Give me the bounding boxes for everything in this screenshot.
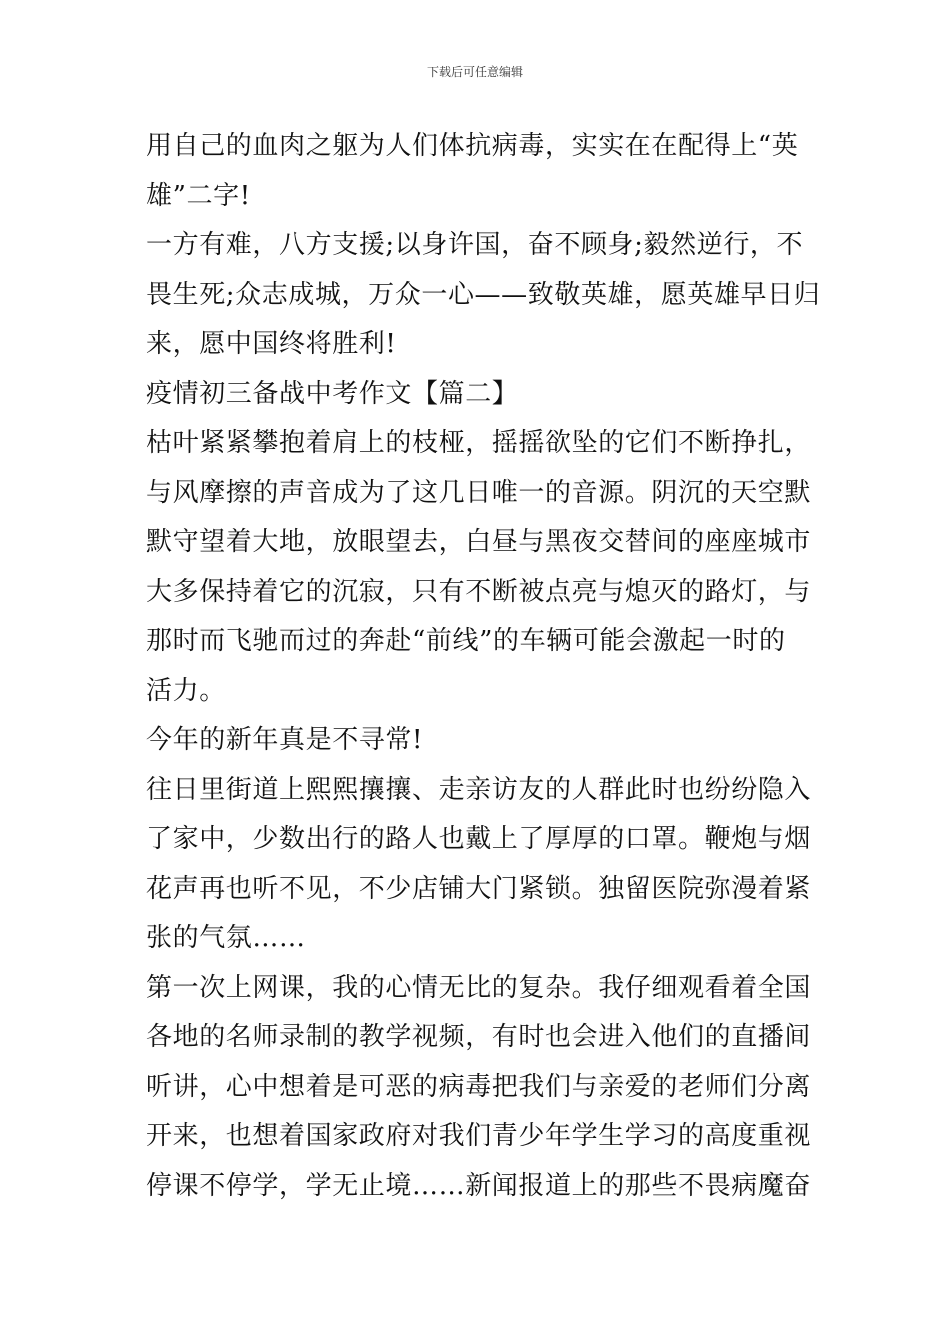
text-line: 与风摩擦的声音成为了这几日唯一的音源。阴沉的天空默 xyxy=(146,477,812,508)
text-line: 枯叶紧紧攀抱着肩上的枝桠，摇摇欲坠的它们不断挣扎， xyxy=(146,428,812,458)
text-line: 大多保持着它的沉寂，只有不断被点亮与熄灭的路灯，与 xyxy=(146,576,812,607)
text-line: 畏生死;众志成城，万众一心——致敬英雄，愿英雄早日归 xyxy=(146,279,821,310)
text-line: 第一次上网课，我的心情无比的复杂。我仔细观看着全国 xyxy=(146,972,812,1003)
text-line: 张的气氛…… xyxy=(146,923,306,953)
text-line: 一方有难，八方支援;以身许国，奋不顾身;毅然逆行，不 xyxy=(146,230,804,260)
text-line: 今年的新年真是不寻常! xyxy=(146,725,424,755)
page-header: 下载后可任意编辑 xyxy=(426,65,523,79)
text-line: 听讲，心中想着是可恶的病毒把我们与亲爱的老师们分离 xyxy=(146,1071,812,1102)
text-line: 各地的名师录制的教学视频，有时也会进入他们的直播间 xyxy=(146,1022,812,1052)
text-line: 来，愿中国终将胜利! xyxy=(146,329,397,359)
section-title: 疫情初三备战中考作文【篇二】 xyxy=(146,378,519,409)
text-line: 雄”二字! xyxy=(146,180,251,211)
text-line: 默守望着大地，放眼望去，白昼与黑夜交替间的座座城市 xyxy=(146,527,812,557)
text-line: 花声再也听不见，不少店铺大门紧锁。独留医院弥漫着紧 xyxy=(146,873,812,904)
text-line: 了家中，少数出行的路人也戴上了厚厚的口罩。鞭炮与烟 xyxy=(146,824,812,854)
text-line: 活力。 xyxy=(146,675,226,706)
text-line: 停课不停学，学无止境……新闻报道上的那些不畏病魔奋 xyxy=(146,1170,812,1201)
document-body xyxy=(146,122,821,1211)
text-line: 用自己的血肉之躯为人们体抗病毒，实实在在配得上“英 xyxy=(146,131,799,161)
text-line: 往日里街道上熙熙攘攘、走亲访友的人群此时也纷纷隐入 xyxy=(146,774,812,805)
text-line: 那时而飞驰而过的奔赴“前线”的车辆可能会激起一时的 xyxy=(146,626,786,656)
text-line: 开来，也想着国家政府对我们青少年学生学习的高度重视 xyxy=(146,1121,812,1151)
